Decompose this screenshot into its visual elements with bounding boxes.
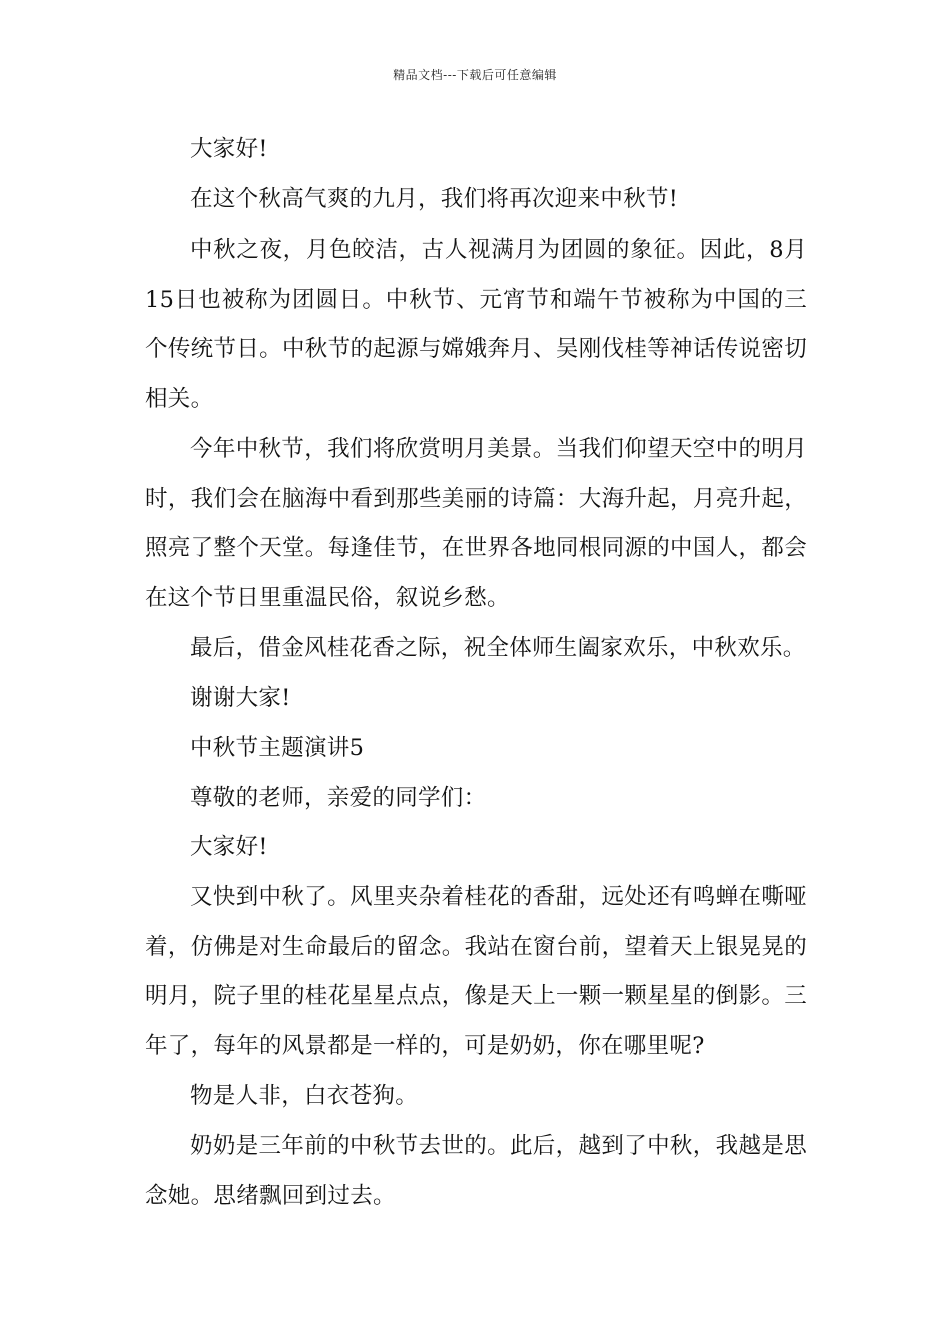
- paragraph-memory: 又快到中秋了。风里夹杂着桂花的香甜，远处还有鸣蝉在嘶哑着，仿佛是对生命最后的留念。我站在窗台前，望着天上银晃晃的明月，院子里的桂花星星点点，像是天上一颗一颗星星的倒影。三年了，每年的风景都是一样的，可是奶奶，你在哪里呢?: [145, 884, 807, 1059]
- paragraph-intro: 在这个秋高气爽的九月，我们将再次迎来中秋节!: [190, 186, 679, 212]
- paragraph-closing-wish: 最后，借金风桂花香之际，祝全体师生阖家欢乐，中秋欢乐。: [190, 635, 806, 661]
- paragraph-thanks: 谢谢大家!: [190, 685, 291, 711]
- page-header: 精品文档---下载后可任意编辑: [393, 68, 557, 82]
- paragraph-mid-autumn-night: 中秋之夜，月色皎洁，古人视满月为团圆的象征。因此，8月15日也被称为团圆日。中秋节、元宵节和端午节被称为中国的三个传统节日。中秋节的起源与嫦娥奔月、吴刚伐桂等神话传说密切相关。: [145, 237, 807, 412]
- paragraph-grandma: 奶奶是三年前的中秋节去世的。此后，越到了中秋，我越是思念她。思绪飘回到过去。: [145, 1133, 807, 1209]
- paragraph-greeting-2: 大家好!: [190, 834, 268, 860]
- paragraph-this-year: 今年中秋节，我们将欣赏明月美景。当我们仰望天空中的明月时，我们会在脑海中看到那些美丽的诗篇：大海升起，月亮升起，照亮了整个天堂。每逢佳节，在世界各地同根同源的中国人，都会在这个节日里重温民俗，叙说乡愁。: [145, 436, 807, 611]
- paragraph-salutation: 尊敬的老师，亲爱的同学们：: [190, 785, 487, 811]
- paragraph-greeting: 大家好!: [190, 136, 268, 162]
- section-title: 中秋节主题演讲5: [190, 735, 365, 761]
- paragraph-idiom: 物是人非，白衣苍狗。: [190, 1083, 419, 1109]
